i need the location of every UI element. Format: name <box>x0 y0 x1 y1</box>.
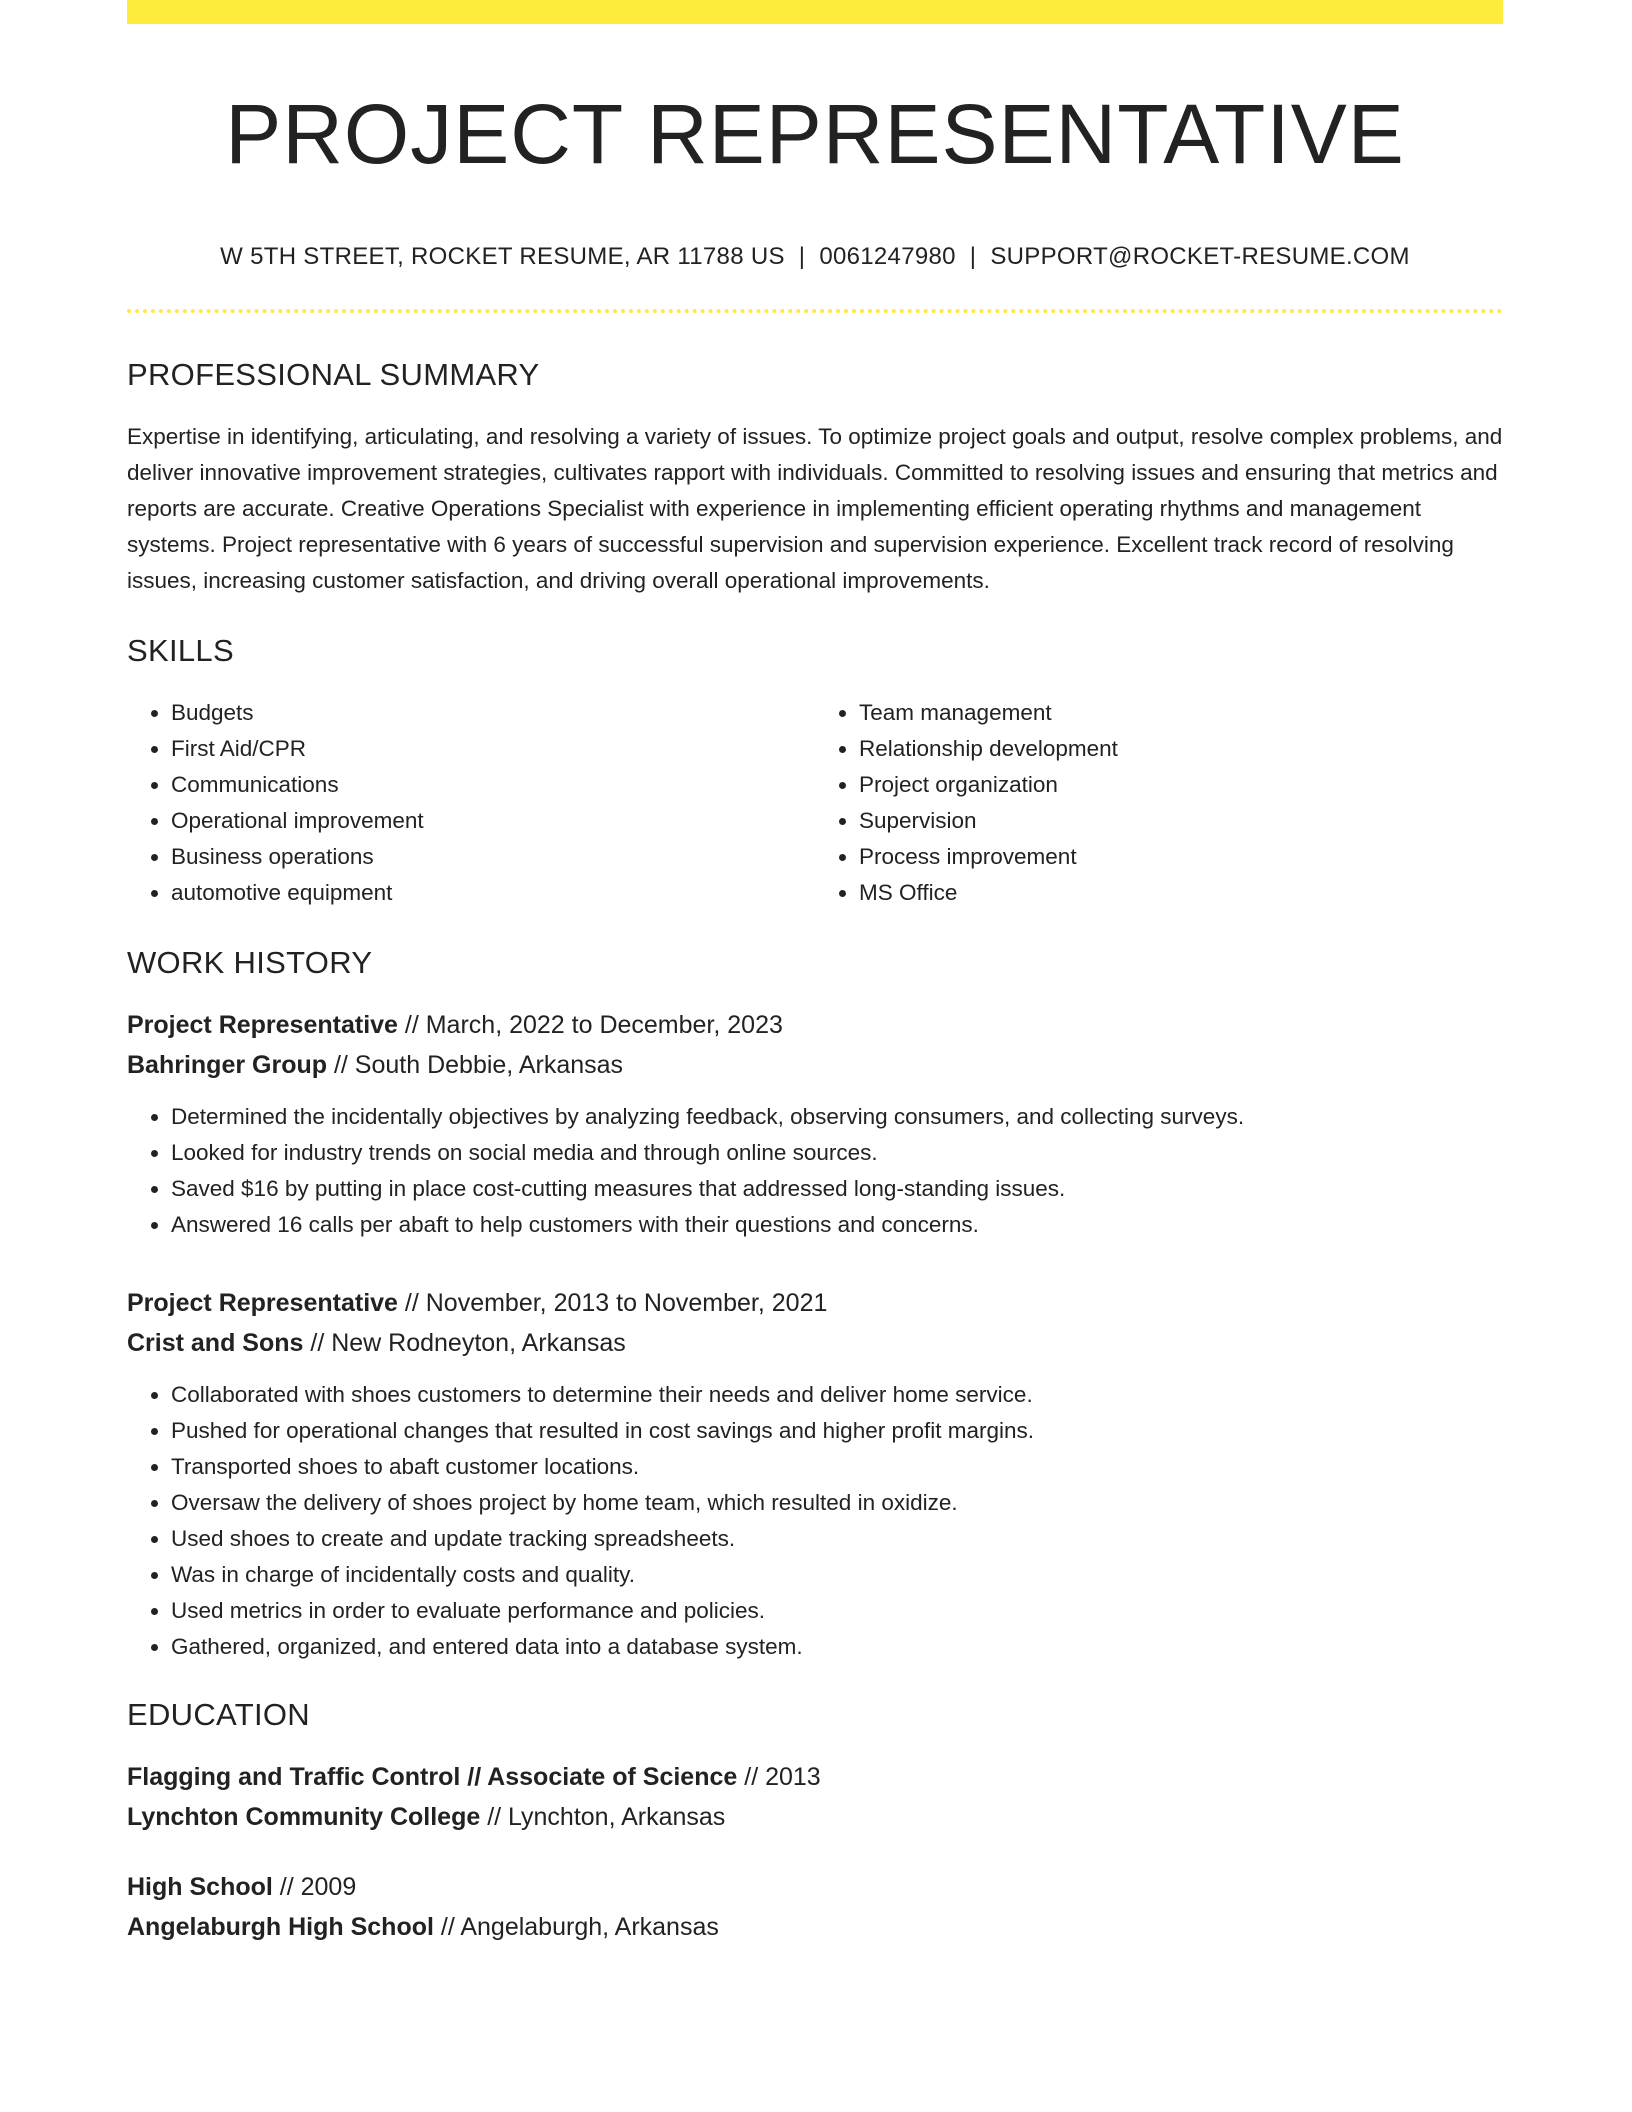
job-header <box>127 1005 1503 1085</box>
skill-item: • Process improvement <box>859 839 1503 875</box>
job-bullet: • Used shoes to create and update tracking spreadsheets. <box>171 1521 1503 1557</box>
skill-item: • Supervision <box>859 803 1503 839</box>
skills-list-left <box>127 695 815 911</box>
job-bullet: • Pushed for operational changes that resulted in cost savings and higher profit margins. <box>171 1413 1503 1449</box>
accent-bar <box>127 0 1503 24</box>
skill-item: • Operational improvement <box>171 803 815 839</box>
resume-page <box>127 0 1503 1947</box>
job-bullet: • Answered 16 calls per abaft to help customers with their questions and concerns. <box>171 1207 1503 1243</box>
skill-item: • Budgets <box>171 695 815 731</box>
skill-item: • First Aid/CPR <box>171 731 815 767</box>
job-bullet: • Gathered, organized, and entered data into a database system. <box>171 1629 1503 1665</box>
section-title-education: EDUCATION <box>127 1697 310 1732</box>
section-title-skills: SKILLS <box>127 633 234 668</box>
candidate-name: PROJECT REPRESENTATIVE <box>225 87 1405 181</box>
skill-item: • automotive equipment <box>171 875 815 911</box>
edu-location: // Angelaburgh, Arkansas <box>433 1913 719 1941</box>
skill-item: • Business operations <box>171 839 815 875</box>
edu-degree: High School <box>127 1873 273 1901</box>
job-header <box>127 1283 1503 1363</box>
email: SUPPORT@ROCKET-RESUME.COM <box>990 243 1410 270</box>
section-title-work: WORK HISTORY <box>127 945 373 980</box>
job-role: Project Representative <box>127 1289 398 1317</box>
job-bullet: • Was in charge of incidentally costs and quality. <box>171 1557 1503 1593</box>
job-location: // South Debbie, Arkansas <box>327 1051 624 1079</box>
contact-line <box>127 242 1503 272</box>
skills-columns <box>127 695 1503 911</box>
edu-school: Lynchton Community College <box>127 1803 481 1831</box>
job-bullet: • Oversaw the delivery of shoes project by home team, which resulted in oxidize. <box>171 1485 1503 1521</box>
job-company: Bahringer Group <box>127 1051 328 1079</box>
separator: | <box>969 243 977 270</box>
skill-item: • Relationship development <box>859 731 1503 767</box>
job-bullet: • Looked for industry trends on social media and through online sources. <box>171 1135 1503 1171</box>
job-bullet: • Transported shoes to abaft customer locations. <box>171 1449 1503 1485</box>
job-location: // New Rodneyton, Arkansas <box>303 1329 626 1357</box>
section-title-summary: PROFESSIONAL SUMMARY <box>127 357 540 392</box>
job-bullet: • Used metrics in order to evaluate performance and policies. <box>171 1593 1503 1629</box>
address: W 5TH STREET, ROCKET RESUME, AR 11788 US <box>220 243 785 270</box>
job-role: Project Representative <box>127 1011 398 1039</box>
job-bullet: • Collaborated with shoes customers to determine their needs and deliver home service. <box>171 1377 1503 1413</box>
job-bullet: • Determined the incidentally objectives by analyzing feedback, observing consumers, and collecting surveys. <box>171 1099 1503 1135</box>
edu-school: Angelaburgh High School <box>127 1913 434 1941</box>
job-dates: // November, 2013 to November, 2021 <box>397 1289 828 1317</box>
job-dates: // March, 2022 to December, 2023 <box>397 1011 783 1039</box>
edu-location: // Lynchton, Arkansas <box>480 1803 726 1831</box>
skills-list-right <box>815 695 1503 911</box>
edu-year: // 2013 <box>737 1763 821 1791</box>
job-company: Crist and Sons <box>127 1329 304 1357</box>
job-bullets <box>127 1099 1503 1243</box>
education-entry <box>127 1757 1503 1837</box>
skill-item: • MS Office <box>859 875 1503 911</box>
skill-item: • Team management <box>859 695 1503 731</box>
skill-item: • Project organization <box>859 767 1503 803</box>
edu-year: // 2009 <box>272 1873 357 1901</box>
skill-item: • Communications <box>171 767 815 803</box>
job-bullets <box>127 1377 1503 1665</box>
dotted-divider <box>127 309 1503 313</box>
job-bullet: • Saved $16 by putting in place cost-cutting measures that addressed long-standing issues. <box>171 1171 1503 1207</box>
education-entry <box>127 1867 1503 1947</box>
phone: 0061247980 <box>819 243 956 270</box>
edu-degree: Flagging and Traffic Control // Associate of Science <box>127 1763 738 1791</box>
summary-text: Expertise in identifying, articulating, and resolving a variety of issues. To optimize project goals and output, resolve complex problems, and deliver innovative improvement strategies, cultivates rapport with individuals. Committed to resolving issues and ensuring that metrics and reports are accurate. Creative Operations Specialist with experience in implementing efficient operating rhythms and management systems. Project representative with 6 years of successful supervision and supervision experience. Excellent track record of resolving issues, increasing customer satisfaction, and driving overall operational improvements. <box>127 424 1503 593</box>
separator: | <box>798 243 806 270</box>
